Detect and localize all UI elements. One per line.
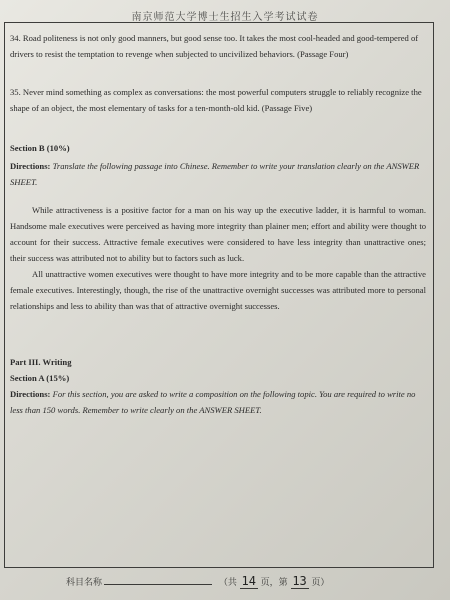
subject-label: 科目名称 — [66, 578, 103, 588]
section-b-title: Section B (10%) — [10, 143, 70, 153]
question-35: 35. Never mind something as complex as conversations: the most powerful computers struggle to reliably recognize the shape of an object, the most elementary of tasks for a ten-month-old kid. (Passage Five) — [10, 87, 422, 113]
directions-text: Translate the following passage into Chinese. Remember to write your translation clearly on the ANSWER SHEET. — [10, 161, 420, 187]
current-suffix: 页） — [311, 578, 330, 588]
question-34: 34. Road politeness is not only good manners, but good sense too. It takes the most cool-headed and good-tempered of drivers to resist the temptation to revenge when subjected to uncivilized behaviors. (Passage Four) — [10, 33, 419, 59]
current-page: 13 — [292, 574, 307, 588]
page-content — [10, 30, 426, 430]
directions-label-writing: Directions: — [10, 389, 51, 399]
exam-header: 南京师范大学博士生招生入学考试试卷 — [131, 12, 319, 23]
subject-blank — [104, 575, 212, 585]
passage-paragraph-2: All unattractive women executives were thought to have more integrity and to be more capable than the attractive female executives. Interestingly, though, the rise of the unattractive overnight successes was attributed more to personal relationships and less to ability than was that of attractive overnight successes. — [10, 269, 426, 311]
part-three-title: Part III. Writing — [10, 357, 72, 367]
total-pages: 14 — [241, 574, 256, 588]
section-b-directions — [10, 158, 426, 190]
page-footer — [66, 574, 329, 589]
section-a-directions — [10, 386, 426, 418]
total-suffix: 页，第 — [260, 578, 288, 588]
section-a-title: Section A (15%) — [10, 373, 70, 383]
directions-label: Directions: — [10, 161, 51, 171]
total-prefix: （共 — [218, 578, 237, 588]
directions-text-writing: For this section, you are asked to write a composition on the following topic. You are required to write no less than 150 words. Remember to write clearly on the ANSWER SHEET. — [10, 389, 416, 415]
passage-paragraph-1: While attractiveness is a positive factor for a man on his way up the executive ladder, it is harmful to woman. Handsome male executives were perceived as having more integrity than plainer men; effort and ability were thought to account for their success. Attractive female executives were considered to have less integrity than unattractive ones; their success was attributed not to ability but to factors such as luck. — [10, 205, 426, 263]
